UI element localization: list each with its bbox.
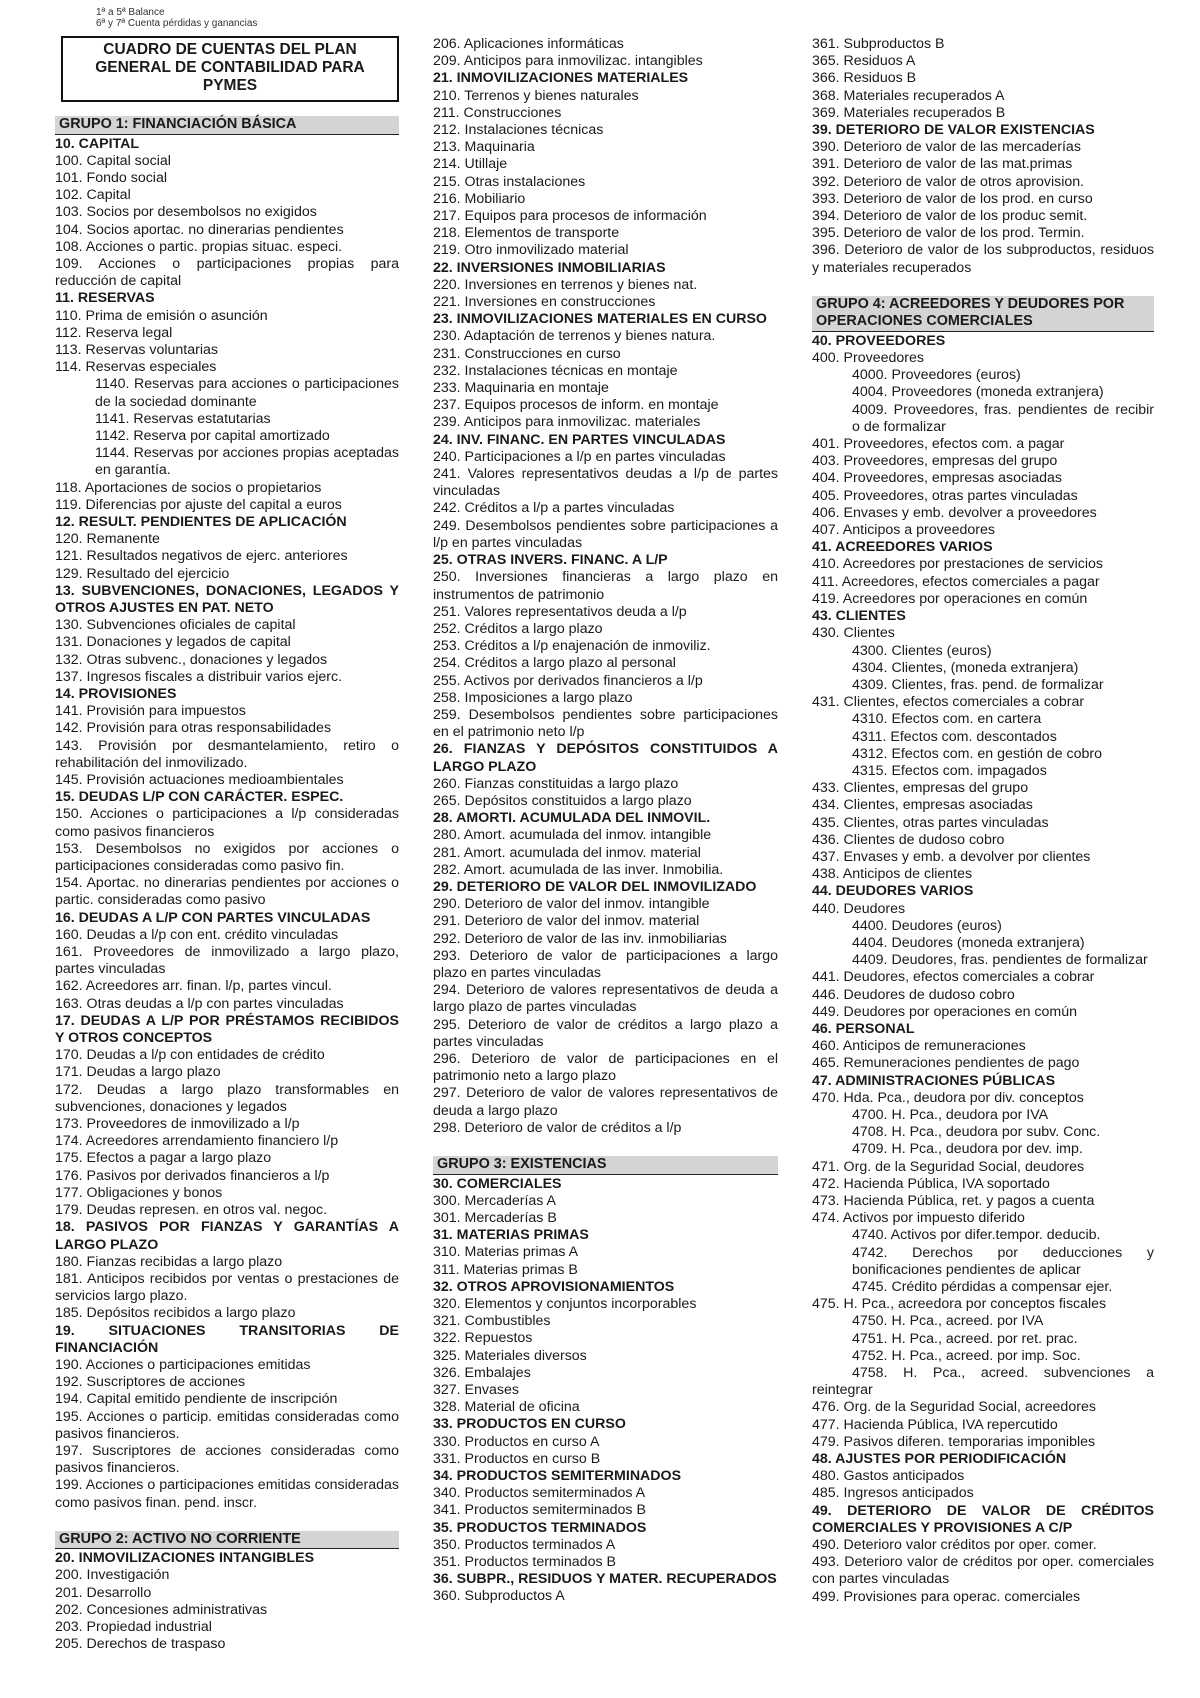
- subgroup-heading: 14. PROVISIONES: [55, 686, 177, 702]
- account-entry: 210. Terrenos y bienes naturales: [433, 87, 639, 104]
- account-entry: 108. Acciones o partic. propias situac. especi.: [55, 238, 343, 255]
- subgroup-heading: 35. PRODUCTOS TERMINADOS: [433, 1519, 647, 1536]
- account-entry: 441. Deudores, efectos comerciales a cobrar: [812, 969, 1095, 986]
- group-heading: GRUPO 4: ACREEDORES Y DEUDORES POR OPERACIONES COMERCIALES: [812, 296, 1154, 332]
- account-entry: 110. Prima de emisión o asunción: [55, 307, 268, 324]
- subgroup-heading: 17. DEUDAS A L/P POR PRÉSTAMOS RECIBIDOS Y OTROS CONCEPTOS: [55, 1012, 399, 1047]
- subaccount-entry: 4404. Deudores (moneda extranjera): [852, 934, 1085, 951]
- account-entry: 217. Equipos para procesos de información: [433, 208, 707, 225]
- account-entry: 446. Deudores de dudoso cobro: [812, 986, 1015, 1003]
- account-entry: 437. Envases y emb. a devolver por clientes: [812, 848, 1091, 865]
- account-entry: 237. Equipos procesos de inform. en montaje: [433, 397, 719, 414]
- subgroup-heading: 13. SUBVENCIONES, DONACIONES, LEGADOS Y OTROS AJUSTES EN PAT. NETO: [55, 582, 399, 616]
- account-entry: 368. Materiales recuperados A: [812, 87, 1005, 104]
- account-entry: 143. Provisión por desmantelamiento, retiro o rehabilitación del inmovilizado.: [55, 737, 399, 771]
- subgroup-heading: 21. INMOVILIZACIONES MATERIALES: [433, 70, 689, 87]
- subaccount-entry: 1142. Reserva por capital amortizado: [95, 427, 330, 444]
- group-heading: GRUPO 3: EXISTENCIAS: [433, 1156, 778, 1175]
- subaccount-entry: 4700. H. Pca., deudora por IVA: [852, 1106, 1049, 1123]
- subgroup-heading: 43. CLIENTES: [812, 608, 906, 625]
- account-entry: 369. Materiales recuperados B: [812, 104, 1006, 121]
- account-entry: 131. Donaciones y legados de capital: [55, 634, 291, 651]
- account-entry: 254. Créditos a largo plazo al personal: [433, 655, 676, 672]
- account-entry: 350. Productos terminados A: [433, 1536, 616, 1553]
- account-entry: 176. Pasivos por derivados financieros a l/p: [55, 1167, 330, 1184]
- account-entry: 192. Suscriptores de acciones: [55, 1374, 246, 1391]
- account-entry: 400. Proveedores: [812, 350, 924, 367]
- account-entry: 281. Amort. acumulada del inmov. material: [433, 844, 701, 861]
- account-entry: 258. Imposiciones a largo plazo: [433, 689, 633, 706]
- subgroup-heading: 48. AJUSTES POR PERIODIFICACIÓN: [812, 1451, 1067, 1468]
- subgroup-heading: 41. ACREEDORES VARIOS: [812, 539, 993, 556]
- group-heading: GRUPO 2: ACTIVO NO CORRIENTE: [55, 1531, 399, 1550]
- account-entry: 493. Deterioro valor de créditos por oper. comerciales con partes vinculadas: [812, 1554, 1154, 1588]
- account-entry: 394. Deterioro de valor de los produc semit.: [812, 208, 1088, 225]
- account-entry: 197. Suscriptores de acciones consideradas como pasivos financieros.: [55, 1442, 399, 1477]
- account-entry: 405. Proveedores, otras partes vinculadas: [812, 487, 1078, 504]
- account-entry: 403. Proveedores, empresas del grupo: [812, 453, 1058, 470]
- account-entry: 113. Reservas voluntarias: [55, 341, 218, 358]
- account-entry: 392. Deterioro de valor de otros aprovision.: [812, 173, 1085, 190]
- account-entry: 132. Otras subvenc., donaciones y legados: [55, 651, 328, 668]
- account-entry: 473. Hacienda Pública, ret. y pagos a cuenta: [812, 1193, 1095, 1209]
- subaccount-entry: 4751. H. Pca., acreed. por ret. prac.: [852, 1330, 1078, 1347]
- account-entry: 232. Instalaciones técnicas en montaje: [433, 362, 678, 379]
- subgroup-heading: 19. SITUACIONES TRANSITORIAS DE FINANCIACIÓN: [55, 1322, 399, 1356]
- subaccount-entry: 4315. Efectos com. impagados: [852, 762, 1047, 779]
- account-entry: 476. Org. de la Seguridad Social, acreedores: [812, 1399, 1096, 1416]
- subaccount-entry: 4740. Activos por difer.tempor. deducib.: [852, 1227, 1101, 1244]
- account-entry: 206. Aplicaciones informáticas: [433, 36, 624, 52]
- account-entry: 216. Mobiliario: [433, 190, 526, 207]
- account-entry: 150. Acciones o participaciones a l/p consideradas como pasivos financieros: [55, 806, 399, 840]
- account-entry: 119. Diferencias por ajuste del capital a euros: [55, 496, 342, 513]
- account-entry: 170. Deudas a l/p con entidades de crédito: [55, 1047, 325, 1064]
- account-entry: 431. Clientes, efectos comerciales a cobrar: [812, 694, 1085, 711]
- account-entry: 120. Remanente: [55, 531, 160, 548]
- account-entry: 153. Desembolsos no exigidos por acciones o participaciones consideradas como pasivo fin.: [55, 840, 399, 875]
- account-entry: 366. Residuos B: [812, 70, 917, 87]
- subgroup-heading: 36. SUBPR., RESIDUOS Y MATER. RECUPERADOS: [433, 1571, 777, 1588]
- account-entry: 101. Fondo social: [55, 169, 167, 186]
- account-entry: 203. Propiedad industrial: [55, 1619, 212, 1636]
- subaccount-entry: 4310. Efectos com. en cartera: [852, 711, 1042, 728]
- subaccount-entry: 4758. H. Pca., acreed. subvenciones a reintegrar: [812, 1365, 1154, 1399]
- subgroup-heading: 22. INVERSIONES INMOBILIARIAS: [433, 259, 666, 276]
- account-entry: 240. Participaciones a l/p en partes vinculadas: [433, 448, 726, 465]
- subgroup-heading: 47. ADMINISTRACIONES PÚBLICAS: [812, 1072, 1056, 1089]
- account-entry: 291. Deterioro de valor del inmov. material: [433, 913, 700, 930]
- account-entry: 404. Proveedores, empresas asociadas: [812, 470, 1062, 487]
- account-entry: 396. Deterioro de valor de los subproductos, residuos y materiales recuperados: [812, 242, 1154, 276]
- account-entry: 102. Capital: [55, 187, 131, 204]
- account-entry: 194. Capital emitido pendiente de inscripción: [55, 1391, 338, 1408]
- account-entry: 470. Hda. Pca., deudora por div. conceptos: [812, 1089, 1084, 1106]
- account-entry: 200. Investigación: [55, 1567, 170, 1584]
- account-entry: 162. Acreedores arr. finan. l/p, partes vincul.: [55, 978, 332, 995]
- subaccount-entry: 4309. Clientes, fras. pend. de formalizar: [852, 676, 1104, 693]
- subgroup-heading: 49. DETERIORO DE VALOR DE CRÉDITOS COMERCIALES Y PROVISIONES A C/P: [812, 1502, 1154, 1536]
- account-entry: 255. Activos por derivados financieros a l/p: [433, 672, 703, 689]
- subgroup-heading: 46. PERSONAL: [812, 1020, 915, 1037]
- account-entry: 220. Inversiones en terrenos y bienes nat.: [433, 276, 698, 293]
- account-entry: 395. Deterioro de valor de los prod. Termin.: [812, 225, 1085, 242]
- subgroup-heading: 23. INMOVILIZACIONES MATERIALES EN CURSO: [433, 311, 767, 328]
- subgroup-heading: 25. OTRAS INVERS. FINANC. A L/P: [433, 552, 668, 569]
- account-entry: 298. Deterioro de valor de créditos a l/p: [433, 1119, 682, 1136]
- account-entry: 407. Anticipos a proveedores: [812, 522, 995, 539]
- header-line-2: 6ª y 7ª Cuenta pérdidas y ganancias: [96, 18, 258, 29]
- column-3: [812, 36, 1154, 1606]
- account-entry: 199. Acciones o participaciones emitidas consideradas como pasivos finan. pend. inscr.: [55, 1477, 399, 1511]
- account-entry: 411. Acreedores, efectos comerciales a pagar: [812, 573, 1100, 590]
- account-entry: 436. Clientes de dudoso cobro: [812, 831, 1005, 848]
- account-entry: 230. Adaptación de terrenos y bienes natura.: [433, 328, 716, 345]
- document-title: CUADRO DE CUENTAS DEL PLAN GENERAL DE CONTABILIDAD PARA PYMES: [61, 36, 399, 102]
- account-entry: 114. Reservas especiales: [55, 359, 217, 376]
- subaccount-entry: 4300. Clientes (euros): [852, 642, 992, 659]
- account-entry: 485. Ingresos anticipados: [812, 1485, 974, 1502]
- account-entry: 118. Aportaciones de socios o propietarios: [55, 479, 322, 496]
- account-entry: 320. Elementos y conjuntos incorporables: [433, 1295, 697, 1312]
- account-entry: 161. Proveedores de inmovilizado a largo plazo, partes vinculadas: [55, 944, 399, 978]
- subgroup-heading: 31. MATERIAS PRIMAS: [433, 1227, 589, 1244]
- account-entry: 239. Anticipos para inmovilizac. materiales: [433, 414, 701, 431]
- account-entry: 360. Subproductos A: [433, 1588, 565, 1605]
- account-entry: 296. Deterioro de valor de participaciones en el patrimonio neto a largo plazo: [433, 1050, 778, 1085]
- account-entry: 430. Clientes: [812, 625, 895, 642]
- account-entry: 280. Amort. acumulada del inmov. intangible: [433, 827, 712, 844]
- account-entry: 310. Materias primas A: [433, 1244, 579, 1261]
- subgroup-heading: 26. FIANZAS Y DEPÓSITOS CONSTITUIDOS A LARGO PLAZO: [433, 741, 778, 775]
- subgroup-heading: 33. PRODUCTOS EN CURSO: [433, 1416, 626, 1433]
- account-entry: 300. Mercaderías A: [433, 1192, 557, 1209]
- account-entry: 328. Material de oficina: [433, 1399, 580, 1416]
- subgroup-heading: 16. DEUDAS A L/P CON PARTES VINCULADAS: [55, 909, 371, 926]
- account-entry: 221. Inversiones en construcciones: [433, 294, 656, 311]
- account-entry: 252. Créditos a largo plazo: [433, 620, 603, 637]
- subgroup-heading: 28. AMORTI. ACUMULADA DEL INMOVIL.: [433, 810, 711, 827]
- account-entry: 242. Créditos a l/p a partes vinculadas: [433, 500, 675, 517]
- subgroup-heading: 32. OTROS APROVISIONAMIENTOS: [433, 1278, 675, 1295]
- subaccount-entry: 4009. Proveedores, fras. pendientes de recibir o de formalizar: [852, 401, 1154, 435]
- column-2: [433, 36, 778, 1606]
- account-entry: 435. Clientes, otras partes vinculadas: [812, 814, 1049, 831]
- account-entry: 219. Otro inmovilizado material: [433, 242, 629, 259]
- account-entry: 190. Acciones o participaciones emitidas: [55, 1356, 311, 1373]
- account-entry: 181. Anticipos recibidos por ventas o prestaciones de servicios largo plazo.: [55, 1270, 399, 1305]
- account-entry: 100. Capital social: [55, 152, 171, 169]
- account-entry: 154. Aportac. no dinerarias pendientes por acciones o partic. consideradas como pasivo: [55, 875, 399, 909]
- account-entry: 213. Maquinaria: [433, 139, 535, 156]
- account-entry: 145. Provisión actuaciones medioambientales: [55, 772, 344, 789]
- subaccount-entry: 4750. H. Pca., acreed. por IVA: [852, 1313, 1044, 1330]
- account-entry: 259. Desembolsos pendientes sobre participaciones en el patrimonio neto l/p: [433, 706, 778, 741]
- account-entry: 205. Derechos de traspaso: [55, 1636, 226, 1653]
- account-entry: 293. Deterioro de valor de participaciones a largo plazo en partes vinculadas: [433, 947, 778, 981]
- account-entry: 480. Gastos anticipados: [812, 1468, 965, 1485]
- page-header: [96, 7, 257, 29]
- subgroup-heading: 18. PASIVOS POR FIANZAS Y GARANTÍAS A LARGO PLAZO: [55, 1219, 399, 1253]
- account-entry: 351. Productos terminados B: [433, 1553, 616, 1570]
- account-entry: 163. Otras deudas a l/p con partes vinculadas: [55, 995, 344, 1012]
- account-entry: 265. Depósitos constituidos a largo plazo: [433, 792, 692, 809]
- account-entry: 477. Hacienda Pública, IVA repercutido: [812, 1416, 1058, 1433]
- account-entry: 327. Envases: [433, 1381, 519, 1398]
- subgroup-heading: 39. DETERIORO DE VALOR EXISTENCIAS: [812, 122, 1095, 139]
- account-entry: 433. Clientes, empresas del grupo: [812, 780, 1029, 797]
- account-entry: 130. Subvenciones oficiales de capital: [55, 617, 296, 634]
- account-entry: 202. Concesiones administrativas: [55, 1601, 268, 1618]
- account-entry: 211. Construcciones: [433, 104, 562, 121]
- account-entry: 253. Créditos a l/p enajenación de inmoviliz.: [433, 638, 711, 655]
- account-entry: 201. Desarrollo: [55, 1584, 152, 1601]
- account-entry: 465. Remuneraciones pendientes de pago: [812, 1055, 1080, 1072]
- header-line-1: 1ª a 5ª Balance: [96, 7, 165, 18]
- subaccount-entry: 4742. Derechos por deducciones y bonificaciones pendientes de aplicar: [852, 1244, 1154, 1278]
- subaccount-entry: 4000. Proveedores (euros): [852, 367, 1021, 384]
- account-entry: 215. Otras instalaciones: [433, 173, 586, 190]
- account-entry: 474. Activos por impuesto diferido: [812, 1210, 1025, 1227]
- account-entry: 460. Anticipos de remuneraciones: [812, 1038, 1026, 1055]
- account-entry: 180. Fianzas recibidas a largo plazo: [55, 1253, 283, 1270]
- account-entry: 233. Maquinaria en montaje: [433, 380, 609, 397]
- subaccount-entry: 1144. Reservas por acciones propias aceptadas en garantía.: [95, 445, 399, 479]
- subaccount-entry: 4400. Deudores (euros): [852, 917, 1002, 934]
- account-entry: 212. Instalaciones técnicas: [433, 122, 604, 139]
- subgroup-heading: 12. RESULT. PENDIENTES DE APLICACIÓN: [55, 513, 347, 530]
- account-entry: 326. Embalajes: [433, 1364, 531, 1381]
- account-entry: 311. Materias primas B: [433, 1261, 578, 1278]
- account-entry: 499. Provisiones para operac. comerciales: [812, 1588, 1081, 1605]
- account-entry: 218. Elementos de transporte: [433, 225, 620, 242]
- account-entry: 490. Deterioro valor créditos por oper. comer.: [812, 1537, 1097, 1554]
- account-entry: 393. Deterioro de valor de los prod. en curso: [812, 190, 1093, 207]
- subgroup-heading: 10. CAPITAL: [55, 135, 140, 152]
- account-entry: 241. Valores representativos deudas a l/p de partes vinculadas: [433, 466, 778, 500]
- account-entry: 434. Clientes, empresas asociadas: [812, 797, 1033, 814]
- subgroup-heading: 24. INV. FINANC. EN PARTES VINCULADAS: [433, 431, 726, 448]
- account-entry: 294. Deterioro de valores representativos de deuda a largo plazo de partes vinculadas: [433, 982, 778, 1016]
- account-entry: 390. Deterioro de valor de las mercaderías: [812, 139, 1081, 156]
- account-entry: 341. Productos semiterminados B: [433, 1502, 646, 1519]
- account-entry: 103. Socios por desembolsos no exigidos: [55, 204, 317, 221]
- account-entry: 209. Anticipos para inmovilizac. intangibles: [433, 53, 703, 70]
- column-1: [55, 36, 399, 1653]
- subgroup-heading: 34. PRODUCTOS SEMITERMINADOS: [433, 1467, 682, 1484]
- account-entry: 406. Envases y emb. devolver a proveedores: [812, 504, 1097, 521]
- account-entry: 330. Productos en curso A: [433, 1433, 600, 1450]
- account-entry: 137. Ingresos fiscales a distribuir varios ejerc.: [55, 668, 343, 685]
- subgroup-heading: 40. PROVEEDORES: [812, 332, 946, 349]
- account-entry: 121. Resultados negativos de ejerc. anteriores: [55, 548, 348, 565]
- account-entry: 104. Socios aportac. no dinerarias pendientes: [55, 221, 344, 238]
- account-entry: 195. Acciones o particip. emitidas consideradas como pasivos financieros.: [55, 1408, 399, 1442]
- subaccount-entry: 4752. H. Pca., acreed. por imp. Soc.: [852, 1347, 1081, 1364]
- account-entry: 160. Deudas a l/p con ent. crédito vinculadas: [55, 926, 339, 943]
- subaccount-entry: 4311. Efectos com. descontados: [852, 728, 1057, 745]
- account-entry: 292. Deterioro de valor de las inv. inmobiliarias: [433, 930, 727, 947]
- account-entry: 472. Hacienda Pública, IVA soportado: [812, 1175, 1050, 1192]
- account-entry: 171. Deudas a largo plazo: [55, 1064, 221, 1081]
- account-entry: 297. Deterioro de valor de valores representativos de deuda a largo plazo: [433, 1085, 778, 1119]
- account-entry: 295. Deterioro de valor de créditos a largo plazo a partes vinculadas: [433, 1016, 778, 1050]
- account-entry: 179. Deudas represen. en otros val. negoc.: [55, 1202, 328, 1219]
- subaccount-entry: 4709. H. Pca., deudora por dev. imp.: [852, 1141, 1083, 1158]
- subgroup-heading: 29. DETERIORO DE VALOR DEL INMOVILIZADO: [433, 878, 757, 895]
- subgroup-heading: 20. INMOVILIZACIONES INTANGIBLES: [55, 1550, 315, 1567]
- account-entry: 438. Anticipos de clientes: [812, 866, 973, 883]
- account-entry: 175. Efectos a pagar a largo plazo: [55, 1150, 272, 1167]
- subgroup-heading: 30. COMERCIALES: [433, 1175, 562, 1192]
- subaccount-entry: 4745. Crédito pérdidas a compensar ejer.: [852, 1279, 1113, 1296]
- subaccount-entry: 4312. Efectos com. en gestión de cobro: [852, 745, 1103, 762]
- subaccount-entry: 4004. Proveedores (moneda extranjera): [852, 384, 1104, 401]
- subgroup-heading: 44. DEUDORES VARIOS: [812, 883, 974, 900]
- account-entry: 391. Deterioro de valor de las mat.primas: [812, 156, 1073, 173]
- account-entry: 365. Residuos A: [812, 53, 916, 70]
- account-entry: 419. Acreedores por operaciones en común: [812, 590, 1088, 607]
- account-entry: 141. Provisión para impuestos: [55, 703, 246, 720]
- account-entry: 177. Obligaciones y bonos: [55, 1184, 223, 1201]
- account-entry: 410. Acreedores por prestaciones de servicios: [812, 556, 1104, 573]
- account-entry: 112. Reserva legal: [55, 324, 173, 341]
- account-entry: 129. Resultado del ejercicio: [55, 565, 230, 582]
- account-entry: 475. H. Pca., acreedora por conceptos fiscales: [812, 1296, 1107, 1313]
- account-entry: 301. Mercaderías B: [433, 1209, 557, 1226]
- account-entry: 142. Provisión para otras responsabilidades: [55, 720, 332, 737]
- subgroup-heading: 15. DEUDAS L/P CON CARÁCTER. ESPEC.: [55, 789, 344, 806]
- subaccount-entry: 1140. Reservas para acciones o participaciones de la sociedad dominante: [95, 376, 399, 410]
- account-entry: 331. Productos en curso B: [433, 1450, 601, 1467]
- subaccount-entry: 1141. Reservas estatutarias: [95, 410, 271, 427]
- subaccount-entry: 4708. H. Pca., deudora por subv. Conc.: [852, 1124, 1101, 1141]
- account-entry: 321. Combustibles: [433, 1313, 551, 1330]
- account-entry: 214. Utillaje: [433, 156, 508, 173]
- account-entry: 249. Desembolsos pendientes sobre participaciones a l/p en partes vinculadas: [433, 517, 778, 551]
- account-entry: 322. Repuestos: [433, 1330, 533, 1347]
- account-entry: 361. Subproductos B: [812, 36, 945, 52]
- account-entry: 109. Acciones o participaciones propias para reducción de capital: [55, 255, 399, 290]
- account-entry: 172. Deudas a largo plazo transformables en subvenciones, donaciones y legados: [55, 1081, 399, 1115]
- account-entry: 231. Construcciones en curso: [433, 345, 621, 362]
- account-entry: 251. Valores representativos deuda a l/p: [433, 603, 687, 620]
- account-entry: 479. Pasivos diferen. temporarias imponibles: [812, 1433, 1096, 1450]
- account-entry: 282. Amort. acumulada de las inver. Inmobilia.: [433, 861, 724, 878]
- account-entry: 340. Productos semiterminados A: [433, 1485, 646, 1502]
- account-entry: 174. Acreedores arrendamiento financiero l/p: [55, 1133, 339, 1150]
- subaccount-entry: 4304. Clientes, (moneda extranjera): [852, 659, 1079, 676]
- account-entry: 185. Depósitos recibidos a largo plazo: [55, 1305, 296, 1322]
- account-entry: 250. Inversiones financieras a largo plazo en instrumentos de patrimonio: [433, 569, 778, 603]
- account-entry: 173. Proveedores de inmovilizado a l/p: [55, 1116, 300, 1133]
- account-entry: 449. Deudores por operaciones en común: [812, 1003, 1078, 1020]
- account-entry: 440. Deudores: [812, 900, 906, 917]
- account-entry: 471. Org. de la Seguridad Social, deudores: [812, 1158, 1085, 1175]
- subgroup-heading: 11. RESERVAS: [55, 290, 155, 307]
- account-entry: 401. Proveedores, efectos com. a pagar: [812, 436, 1065, 453]
- account-entry: 290. Deterioro de valor del inmov. intangible: [433, 896, 710, 913]
- account-entry: 260. Fianzas constituidas a largo plazo: [433, 775, 679, 792]
- account-entry: 325. Materiales diversos: [433, 1347, 587, 1364]
- group-heading: GRUPO 1: FINANCIACIÓN BÁSICA: [55, 116, 399, 135]
- subaccount-entry: 4409. Deudores, fras. pendientes de formalizar: [852, 952, 1148, 969]
